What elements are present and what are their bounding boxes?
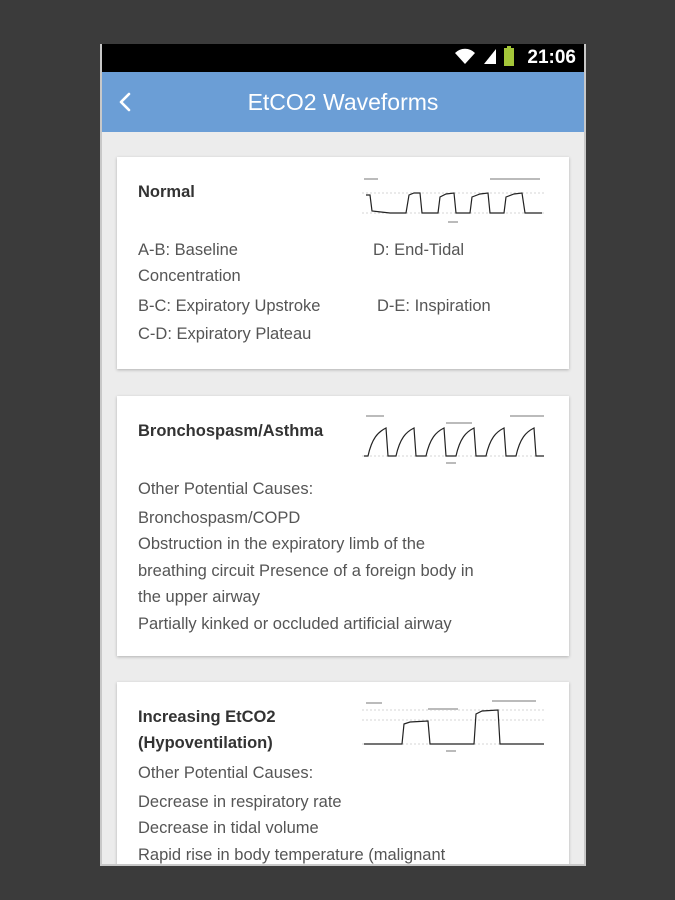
hypoventilation-waveform-image [362, 698, 548, 754]
status-bar [102, 44, 584, 72]
point-a-b-cont: Concentration [138, 267, 241, 285]
point-b-c: B-C: Expiratory Upstroke [138, 297, 321, 315]
point-d: D: End-Tidal [373, 241, 465, 259]
point-d-e: D-E: Inspiration [377, 297, 491, 315]
cause-line: Bronchospasm/COPD [138, 509, 301, 527]
page-title: EtCO2 Waveforms [247, 89, 439, 115]
cause-line: Obstruction in the expiratory limb of the [138, 535, 426, 553]
status-time: 21:06 [527, 47, 576, 68]
content-scroll[interactable] [102, 132, 584, 866]
point-a-b: A-B: Baseline [138, 241, 238, 259]
cause-line: Rapid rise in body temperature (malignant [138, 846, 446, 864]
waveform-card-hypoventilation[interactable] [117, 682, 569, 866]
causes-heading: Other Potential Causes: [138, 480, 314, 498]
signal-icon [483, 47, 497, 70]
card-title: Bronchospasm/Asthma [138, 422, 324, 440]
battery-icon [503, 46, 515, 71]
cause-line: breathing circuit Presence of a foreign body in [138, 562, 474, 580]
card-title-line: (Hypoventilation) [138, 734, 273, 752]
point-c-d: C-D: Expiratory Plateau [138, 325, 312, 343]
wifi-icon [453, 47, 477, 70]
app-bar [102, 72, 584, 132]
normal-waveform-image [362, 175, 548, 227]
phone-screen [100, 44, 586, 866]
waveform-card-bronchospasm[interactable] [117, 396, 569, 656]
cause-line: the upper airway [138, 588, 260, 606]
cause-line: Decrease in respiratory rate [138, 793, 342, 811]
card-title-line: Increasing EtCO2 [138, 708, 276, 726]
causes-heading: Other Potential Causes: [138, 764, 314, 782]
bronchospasm-waveform-image [362, 412, 548, 466]
cause-line: Partially kinked or occluded artificial airway [138, 615, 452, 633]
waveform-card-normal[interactable] [117, 157, 569, 369]
cause-line: Decrease in tidal volume [138, 819, 319, 837]
card-title: Normal [138, 183, 195, 201]
